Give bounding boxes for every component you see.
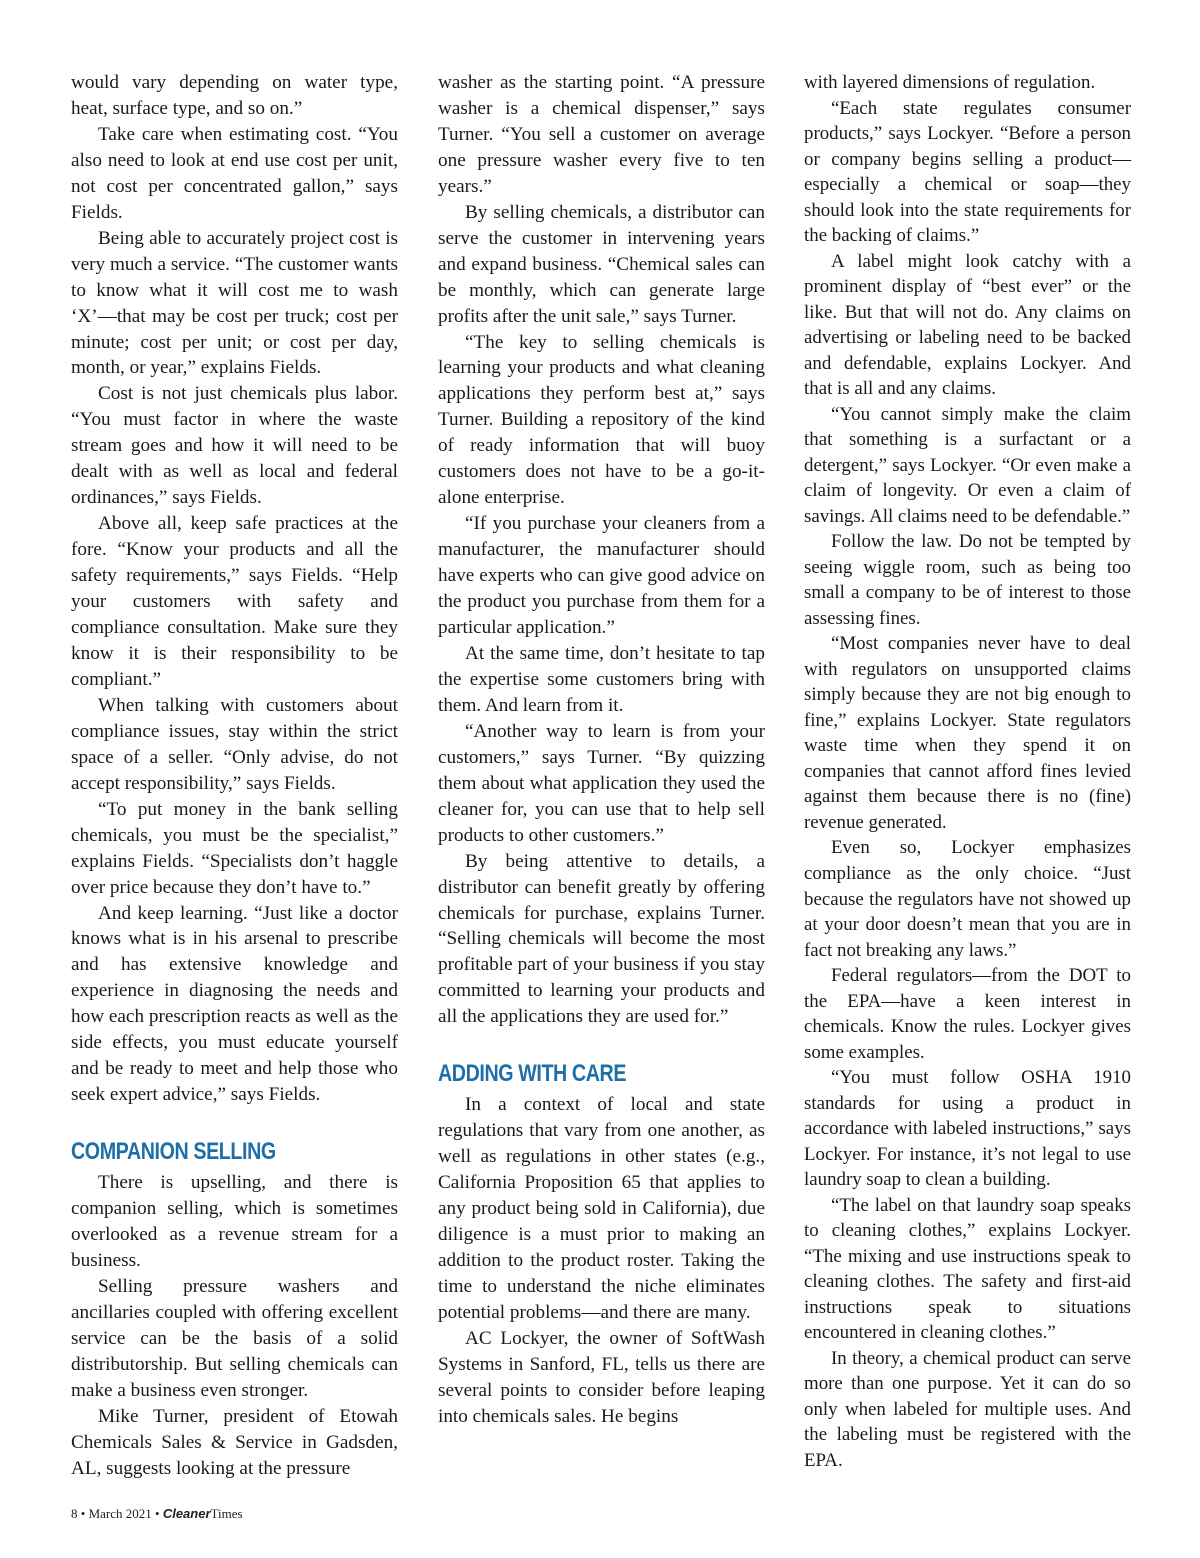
body-paragraph: When talking with customers about compliance issues, stay within the strict space of a seller. “Only advise, do not accept responsibility,” says Fields. xyxy=(71,694,398,794)
body-paragraph: “The key to selling chemicals is learning your products and what cleaning applications they perform best at,” says Turner. Building a repository of the kind of ready information that will buoy customers does not have to be a go-it-alone enterprise. xyxy=(438,331,765,509)
body-paragraph: “The label on that laundry soap speaks to cleaning clothes,” explains Lockyer. “The mixing and use instructions speak to cleaning clothes. The safety and first-aid instructions speak to situations encountered in cleaning clothes.” xyxy=(804,1194,1131,1344)
body-paragraph: Above all, keep safe practices at the fore. “Know your products and all the safety requirements,” says Fields. “Help your customers with safety and compliance consultation. Make sure they know it is their responsibility to be compliant.” xyxy=(71,513,398,690)
body-paragraph: There is upselling, and there is companion selling, which is sometimes overlooked as a revenue stream for a business. xyxy=(71,1172,398,1271)
body-paragraph: with layered dimensions of regulation. xyxy=(804,72,1096,93)
footer-bullet: • xyxy=(155,1506,160,1521)
body-paragraph: Mike Turner, president of Etowah Chemicals Sales & Service in Gadsden, AL, suggests looking at the pressure xyxy=(71,1405,398,1479)
body-paragraph: Federal regulators—from the DOT to the EPA—have a keen interest in chemicals. Know the rules. Lockyer gives some examples. xyxy=(804,965,1131,1063)
section-heading: COMPANION SELLING xyxy=(71,1138,276,1166)
body-paragraph: In a context of local and state regulations that vary from one another, as well as regulations in other states (e.g., California Proposition 65 that applies to any product being sold in California), due diligence is a must prior to making an addition to the product roster. Taking the time to understand the niche eliminates potential problems—and there are many. xyxy=(438,1094,765,1323)
body-paragraph: A label might look catchy with a prominent display of “best ever” or the like. But that will not do. Any claims on advertising or labeling need to be backed and defendable, explains Lockyer. And that is all and any claims. xyxy=(804,250,1131,400)
body-paragraph: “You cannot simply make the claim that something is a surfactant or a detergent,” says Lockyer. “Or even make a claim of longevity. Or even a claim of savings. All claims need to be defendable.” xyxy=(804,403,1131,527)
body-paragraph: Cost is not just chemicals plus labor. “You must factor in where the waste stream goes and how it will need to be dealt with as well as local and federal ordinances,” says Fields. xyxy=(71,383,398,509)
body-paragraph: “To put money in the bank selling chemicals, you must be the specialist,” explains Fields. “Specialists don’t haggle over price because they don’t have to.” xyxy=(71,798,398,898)
body-paragraph: By selling chemicals, a distributor can serve the customer in intervening years and expand business. “Chemical sales can be monthly, which can generate large profits after the unit sale,” says Turner. xyxy=(438,201,765,327)
body-paragraph: By being attentive to details, a distributor can benefit greatly by offering chemicals for purchase, explains Turner. “Selling chemicals will become the most profitable part of your business if you stay committed to learning your products and all the applications they are used for.” xyxy=(438,850,765,1028)
body-paragraph: would vary depending on water type, heat, surface type, and so on.” xyxy=(71,72,398,119)
body-paragraph: Being able to accurately project cost is very much a service. “The customer wants to know what it will cost me to wash ‘X’—that may be cost per truck; cost per minute; cost per unit; or cost per day, month, or year,” explains Fields. xyxy=(71,227,398,379)
section-heading: ADDING WITH CARE xyxy=(438,1060,627,1088)
body-paragraph: “You must follow OSHA 1910 standards for using a product in accordance with labeled instructions,” says Lockyer. For instance, it’s not legal to use laundry soap to clean a building. xyxy=(804,1067,1131,1191)
body-paragraph: In theory, a chemical product can serve more than one purpose. Yet it can do so only when labeled for multiple uses. And the labeling must be registered with the EPA. xyxy=(804,1347,1131,1471)
article-column-1 xyxy=(71,70,398,1482)
page-footer xyxy=(71,1506,243,1522)
body-paragraph: “Most companies never have to deal with regulators on unsupported claims simply because they are not big enough to fine,” explains Lockyer. State regulators waste time when they spend it on companies that cannot afford fines levied against them because there is no (fine) revenue generated. xyxy=(804,633,1131,833)
body-paragraph: washer as the starting point. “A pressure washer is a chemical dispenser,” says Turner. “You sell a customer on average one pressure washer every five to ten years.” xyxy=(438,72,765,197)
body-paragraph: At the same time, don’t hesitate to tap the expertise some customers bring with them. And learn from it. xyxy=(438,642,765,716)
body-paragraph: “If you purchase your cleaners from a manufacturer, the manufacturer should have experts who can give good advice on the product you purchase from them for a particular application.” xyxy=(438,513,765,639)
page-number: 8 xyxy=(71,1506,78,1521)
body-paragraph: Selling pressure washers and ancillaries coupled with offering excellent service can be the basis of a solid distributorship. But selling chemicals can make a business even stronger. xyxy=(71,1275,398,1401)
body-paragraph: AC Lockyer, the owner of SoftWash Systems in Sanford, FL, tells us there are several points to consider before leaping into chemicals sales. He begins xyxy=(438,1327,765,1427)
body-paragraph: “Another way to learn is from your customers,” says Turner. “By quizzing them about what application they used the cleaner for, you can use that to help sell products to other customers.” xyxy=(438,720,765,846)
publication-name-cleaner: Cleaner xyxy=(162,1506,211,1521)
body-paragraph: Take care when estimating cost. “You also need to look at end use cost per unit, not cost per concentrated gallon,” says Fields. xyxy=(71,123,398,223)
body-paragraph: And keep learning. “Just like a doctor knows what is in his arsenal to prescribe and has extensive knowledge and experience in diagnosing the needs and how each prescription reacts as well as the side effects, you must educate yourself and be ready to meet and help those who seek expert advice,” says Fields. xyxy=(71,902,398,1106)
publication-name-times: Times xyxy=(210,1506,243,1521)
body-paragraph: Even so, Lockyer emphasizes compliance as the only choice. “Just because the regulators have not showed up at your door doesn’t mean that you are in fact not breaking any laws.” xyxy=(804,837,1131,961)
body-paragraph: Follow the law. Do not be tempted by seeing wiggle room, such as being too small a company to be of interest to those assessing fines. xyxy=(804,531,1131,629)
body-paragraph: “Each state regulates consumer products,” says Lockyer. “Before a person or company begins selling a product—especially a chemical or soap—they should look into the state requirements for the backing of claims.” xyxy=(804,97,1131,247)
article-column-2 xyxy=(438,70,765,1430)
issue-date: March 2021 xyxy=(88,1506,152,1521)
article-column-3 xyxy=(804,70,1131,1473)
footer-bullet: • xyxy=(80,1506,86,1521)
